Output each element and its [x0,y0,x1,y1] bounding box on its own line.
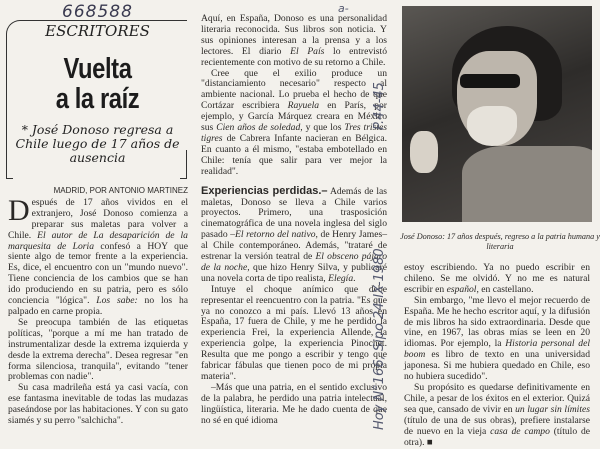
text: , de Henry James– al Chile contemporáneo. Además, "trataré de estrenar la versión teatral de [201,229,387,263]
book-title: Tres tristes tigres [201,122,387,144]
article-column-1 [8,186,188,427]
text: (título de una de sus obras), prefiere instalarse de nuevo en la vieja [404,414,590,437]
book-title: Rayuela [287,100,320,112]
text: es libro de texto en una universidad japonesa. Si me hubiera quedado en Chile, eso no hubiera sucedido". [404,349,590,383]
text: Su propósito es quedarse definitivamente en Chile, a pesar de los éxitos en el exterior. Quizá sea que, cansado de vivir en [404,381,590,415]
headline [18,54,178,114]
book-title: un lugar sin límites [515,403,590,415]
paragraph: Se preocupa también de las etiquetas políticas, "porque a mí me han tratado de instrumentalizar desde la extrema izquierda y desde la extrema derecha". Desea regresar "en forma silenciosa, tranquila", evitando "tener problemas con nadie". [8,316,188,383]
book-title: Cien años de soledad [216,122,301,134]
text: en París, por ejemplo, y García Márquez creara en México sus [201,100,387,134]
text-italic: español [446,283,477,295]
text: (título de otra). [404,425,590,448]
paragraph [201,69,387,178]
text: no los ha palpado en carne propia. [8,295,189,317]
newspaper-name: El País [290,45,325,57]
book-title: El obsceno pájaro de la noche [201,251,387,273]
headline-line: a la raíz [55,83,140,115]
text: espués de 17 años vividos en el extranjero, José Donoso comienza a preparar sus maletas para volver a Chile. [8,196,188,241]
article-column-3 [404,263,590,448]
handwritten-pages: P.44-45 [372,82,387,130]
text: . [353,272,356,284]
book-title: Historia personal del boom [404,338,590,361]
section-label: ESCRITORES [45,22,150,40]
paragraph: Su casa madrileña está ya casi vacía, con ese fantasma inevitable de todas las mudazas paseándose por las habitaciones. Y con su gato siamés y su perro "salchicha". [8,382,188,427]
paragraph [404,296,590,383]
book-title: El retorno del nativo [235,229,316,241]
book-title: Elegía [328,272,354,284]
paragraph [201,14,387,69]
paragraph [404,383,590,448]
photo-shirt [462,146,592,222]
text: de Cabrera Infante nacieran en Bélgica. En cuanto a él mismo, "estaba embotellado en Chile: tenía que salir para ver mejor la realidad". [201,132,387,177]
text: , que hizo Henry Silva, y publicaré una novela corta de tipo realista, [201,261,387,284]
paragraph [404,263,590,296]
text: Aquí, en España, Donoso es una personalidad literaria reconocida. Sus libros son noticia. Y sus opiniones interesan a la prensa y a los lectores. El diario [201,13,387,57]
text: , y que los [300,122,345,134]
text: Cree que el exilio produce un "distanciamiento necesario" respecto al ambiente nacional. Lo prueba el hecho de que Cortázar escribiera [201,67,387,112]
paragraph: Intuye el choque anímico que debe representar el reencuentro con la patria. "Es que ya no conozco a mi país. Llevó 13 años en España, 17 fuera de Chile, y me he perdido la experiencia Frei, la experiencia Allende, la experiencia golpe, la experiencia Pinochet. Resulta que me pongo a escribir y tengo que fabricar fábulas que tienen poco de mi propia materia". [201,283,387,382]
text: Sin embargo, "me llevo el mejor recuerdo de España. Me he hecho escritor aquí, y la difusión de mis libros ha sido extraordinaria. Desde que vine, en 1967, las obras mías se leen en 20 idiomas. Por ejemplo, la [404,294,590,350]
paragraph: –Más que una patria, en el sentido exclusivo de la palabra, he perdido una patria intelectual, lingüística, literaria. Me he dado cuenta de que no sé en qué idioma [201,381,387,426]
photo-hand [410,131,438,173]
book-title: El autor de La desaparición de la marquesita de Loria [8,229,188,252]
headline-line: Vuelta [63,53,132,85]
paragraph [201,186,387,285]
byline: MADRID, POR ANTONIO MARTINEZ [53,186,188,195]
subtitle: * José Donoso regresa a Chile luego de 17 años de ausencia [15,122,180,165]
article-column-2 [201,14,387,427]
text: lo entrevistó recientemente con motivo de su retorno a Chile. [201,45,387,68]
subheading: Experiencias perdidas.– [201,184,328,197]
book-title: casa de campo [490,425,550,437]
author-photo [402,6,592,222]
text: Además de las maletas, Donoso se lleva a Chile varios proyectos. Primero, una trasposición cinematográfica de una novela inglesa del siglo pasado – [201,185,387,241]
handwritten-catalog-number: 668588 [62,2,133,22]
end-mark: ■ [426,436,433,448]
text: confesó a HOY que siente algo de temor frente a la experiencia. Es, dice, el encuentro con un "mundo nuevo". Tiene conciencia de los cambios que se han ido produciendo en su patria, pero es sólo conciencia "lógica". [8,240,189,307]
text: , en castellano. [476,283,534,295]
paragraph [8,193,189,318]
drop-cap: D [8,193,30,227]
handwritten-source: Hoy N°166, Sipo 24-IX-1980 [372,248,387,430]
text: estoy escribiendo. Ya no puedo escribir en chileno. Se me olvidó. Y no me es natural escribir en [404,262,590,295]
handwritten-margin-mark: a- [338,2,349,15]
photo-beard [467,106,517,146]
text-italic: Los sabe: [96,295,138,307]
photo-glasses [460,74,520,88]
photo-caption: José Donoso: 17 años después, regreso a la patria humana y literaria [400,232,600,251]
